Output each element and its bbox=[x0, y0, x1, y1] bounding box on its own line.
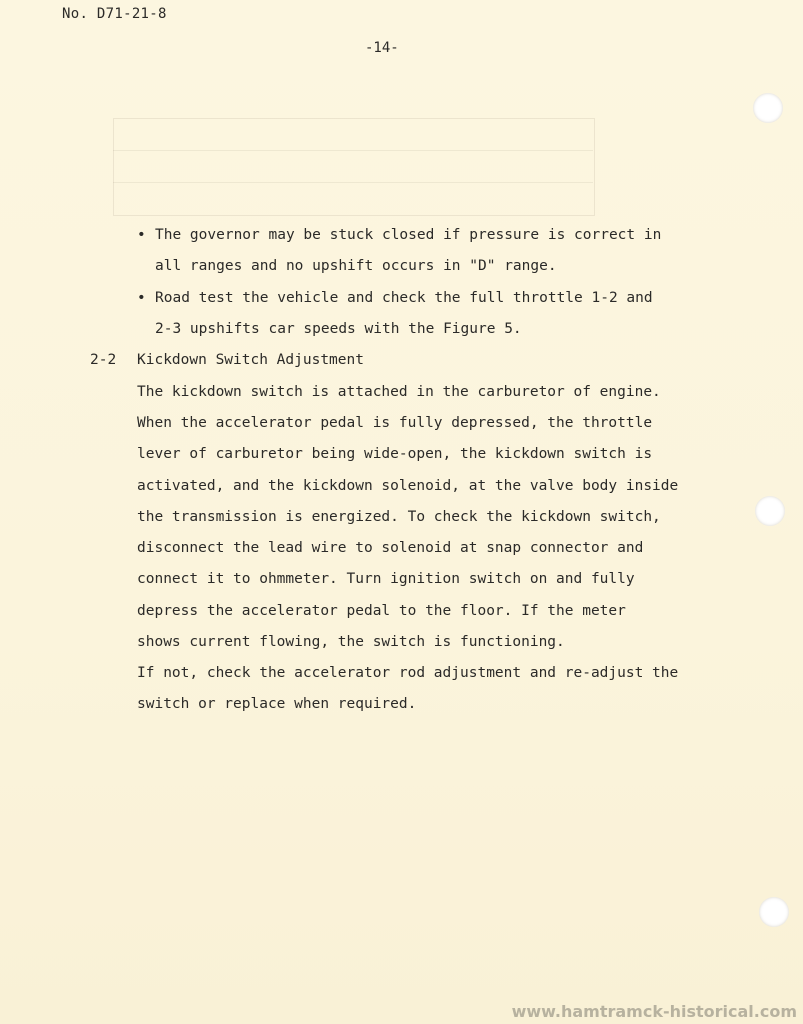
paragraph-line: disconnect the lead wire to solenoid at snap connector and bbox=[137, 540, 644, 556]
watermark: www.hamtramck-historical.com bbox=[511, 1002, 797, 1021]
paragraph-line: the transmission is energized. To check the kickdown switch, bbox=[137, 509, 661, 525]
paragraph-line: shows current flowing, the switch is functioning. bbox=[137, 634, 565, 650]
paragraph-line: If not, check the accelerator rod adjustment and re-adjust the bbox=[137, 665, 679, 681]
bleed-through-table bbox=[113, 118, 595, 216]
paragraph-line: When the accelerator pedal is fully depressed, the throttle bbox=[137, 415, 653, 431]
bullet-marker: • bbox=[137, 290, 146, 306]
binder-hole bbox=[759, 897, 789, 927]
page-number: -14- bbox=[365, 40, 399, 56]
bullet-text-line: all ranges and no upshift occurs in "D" range. bbox=[155, 258, 557, 274]
document-number: No. D71-21-8 bbox=[62, 6, 167, 22]
paragraph-line: connect it to ohmmeter. Turn ignition switch on and fully bbox=[137, 571, 635, 587]
section-number: 2-2 bbox=[90, 352, 117, 368]
paragraph-line: The kickdown switch is attached in the carburetor of engine. bbox=[137, 384, 661, 400]
bleed-through-rule bbox=[113, 182, 593, 183]
bullet-text-line: 2-3 upshifts car speeds with the Figure 5. bbox=[155, 321, 522, 337]
bullet-text-line: The governor may be stuck closed if pressure is correct in bbox=[155, 227, 662, 243]
paragraph-line: lever of carburetor being wide-open, the kickdown switch is bbox=[137, 446, 653, 462]
binder-hole bbox=[755, 496, 785, 526]
binder-hole bbox=[753, 93, 783, 123]
bleed-through-rule bbox=[113, 150, 593, 151]
paragraph-line: activated, and the kickdown solenoid, at the valve body inside bbox=[137, 478, 679, 494]
section-title: Kickdown Switch Adjustment bbox=[137, 352, 364, 368]
bullet-marker: • bbox=[137, 227, 146, 243]
paragraph-line: switch or replace when required. bbox=[137, 696, 417, 712]
bullet-text-line: Road test the vehicle and check the full throttle 1-2 and bbox=[155, 290, 653, 306]
paragraph-line: depress the accelerator pedal to the floor. If the meter bbox=[137, 603, 626, 619]
